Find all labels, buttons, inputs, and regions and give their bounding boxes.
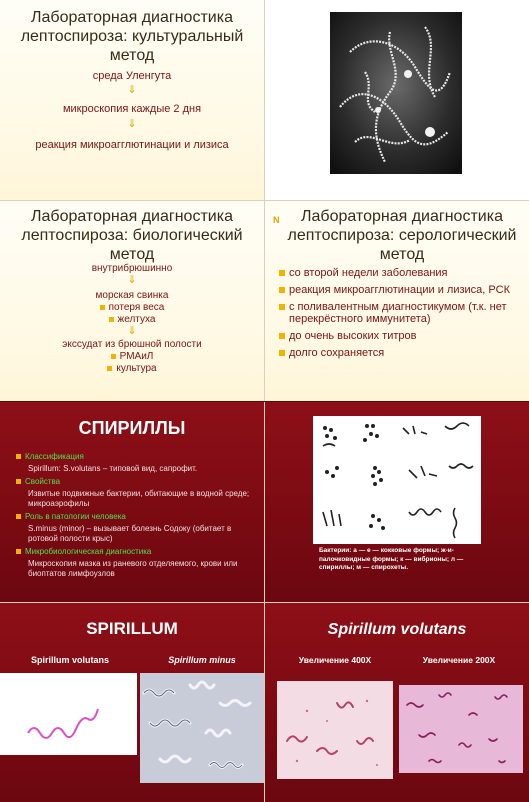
slide-bacteria-forms [265,402,529,602]
down-arrow-icon: ⇓ [127,274,137,286]
slide-title: Лабораторная диагностика лептоспироза: культуральный метод [20,9,244,64]
list-item [0,363,264,374]
image-label: Spirillum minus [168,655,236,665]
slide-divider [0,200,529,201]
bullet-icon [111,354,116,359]
flow-step: микроскопия каждые 2 дня [62,103,202,115]
list-item-text: с поливалентным диагностикумом (т.к. нет перекрёстного иммунитета) [289,301,507,325]
flow-step: внутрибрюшинно [91,263,173,274]
slide-spirilla [0,402,264,602]
section-heading-text: Свойства [25,477,61,486]
list-item [279,301,523,325]
figure-caption: Бактерии: а — е — кокковые формы; ж-и- палочковидные формы; к — вибрионы; л — спириллы; м — спирохеты. [319,547,464,571]
slide-biological-method [0,201,264,401]
slide-spirillum [0,603,264,802]
down-arrow-icon: ⇓ [127,325,137,337]
image-label: Spirillum volutans [30,655,109,665]
bullet-icon [100,305,105,310]
flow-step: экссудат из брюшной полости [62,339,202,350]
bullet-icon [279,304,285,310]
slide-leptospira-photo [265,0,529,200]
slide-title: СПИРИЛЛЫ [78,418,186,438]
bullet-icon [279,287,285,293]
slide-divider [0,401,529,402]
section-heading [16,512,256,522]
flow-step: среда Уленгута [92,70,172,82]
section-heading-text: Классификация [25,452,84,461]
list-item-text: долго сохраняется [289,347,385,359]
micrograph-200x [399,685,523,773]
list-item [279,284,523,296]
list-item-text: до очень высоких титров [289,330,417,342]
section-text: Микроскопия мазка из раневого отделяемого, крови или биоптатов лимфоузлов [28,559,238,578]
list-item-text: культура [116,363,157,374]
image-label: Увеличение 200X [422,655,496,665]
list-item-text: РМАиЛ [119,351,154,362]
flow-step: реакция микроагглютинации и лизиса [35,139,229,151]
slide-title: Лабораторная диагностика лептоспироза: биологический метод [21,208,243,263]
list-item [0,314,264,325]
list-item [0,302,264,313]
spirillum-volutans-image [0,673,137,755]
bullet-icon [279,350,285,356]
section-heading [16,452,256,462]
list-item [279,330,523,342]
bullet-icon [16,514,21,519]
slide-title: Spirillum volutans [327,621,467,638]
list-item-text: потеря веса [108,302,165,313]
section-text: Spirillum: S.volutans – типовой вид, сапрофит. [28,464,198,473]
micrograph-400x [277,681,393,779]
down-arrow-icon: ⇓ [127,118,137,130]
list-item-text: со второй недели заболевания [289,267,448,279]
slide-title: Лабораторная диагностика лептоспироза: серологический метод [287,208,517,263]
bullet-icon [16,549,21,554]
bullet-icon [107,366,112,371]
section-heading-text: Микробиологическая диагностика [25,547,152,556]
bullet-icon [109,317,114,322]
spirillum-minus-image [140,673,264,783]
list-item [0,351,264,362]
section-heading-text: Роль в патологии человека [25,512,126,521]
leptospira-micrograph [330,12,462,174]
bullet-icon [16,479,21,484]
slide-divider [0,602,529,603]
section-heading [16,477,256,487]
bullet-list [279,267,523,359]
slide-spirillum-volutans [265,603,529,802]
section-list [16,452,256,579]
slide-title: SPIRILLUM [86,619,178,638]
section-text: Извитые подвижные бактерии, обитающие в водной среде; микроаэрофилы [28,489,250,508]
section-heading [16,547,256,557]
section-text: S.minus (minor) – вызывает болезнь Содоку (обитает в ротовой полости крыс) [28,524,232,543]
bullet-icon [279,270,285,276]
down-arrow-icon: ⇓ [127,84,137,96]
bullet-icon [16,454,21,459]
flow-step: морская свинка [95,290,169,301]
list-item [279,347,523,359]
list-item-text: реакция микроагглютинации и лизиса, РСК [289,284,510,296]
image-label: Увеличение 400X [298,655,372,665]
bacteria-forms-diagram [313,416,481,544]
list-item [279,267,523,279]
bullet-icon [279,333,285,339]
slide-culture-method [0,0,264,200]
list-item-text: желтуха [117,314,156,325]
slide-marker: N [273,215,280,225]
slide-serological-method [265,201,529,401]
